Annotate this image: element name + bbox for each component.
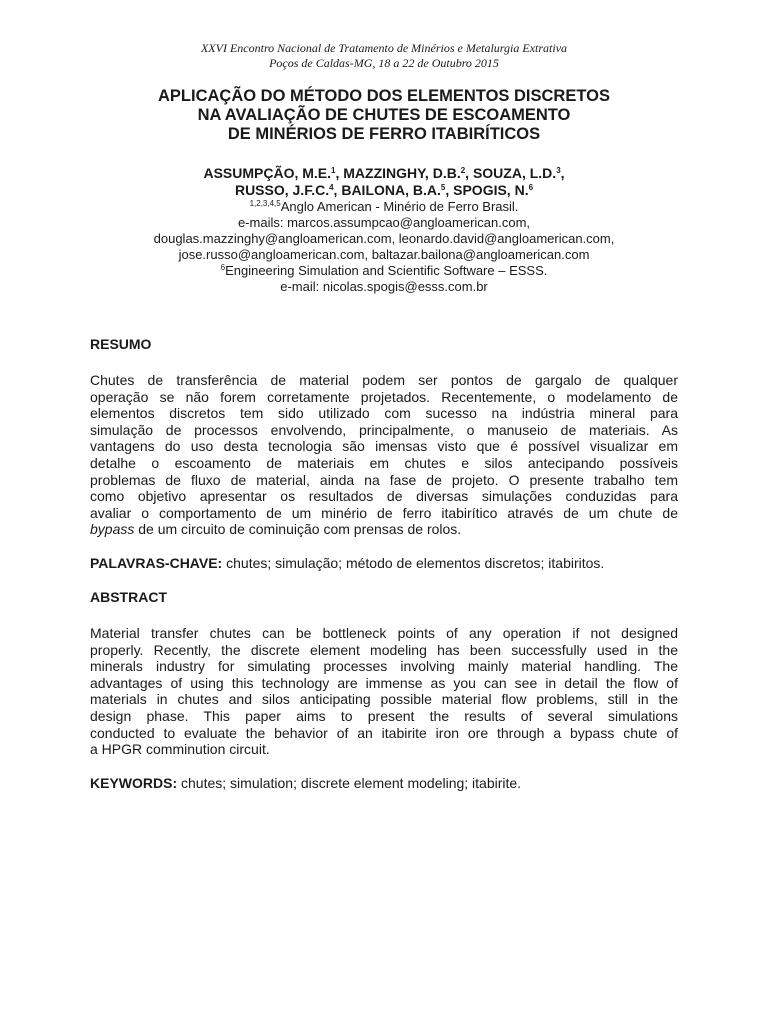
- abstract-last-line: a HPGR comminution circuit.: [90, 741, 270, 758]
- affiliation-org: Anglo American - Minério de Ferro Brasil.: [280, 199, 519, 214]
- affiliation-line: [90, 263, 678, 279]
- abstract-body: [90, 625, 678, 758]
- conference-name: XXVI Encontro Nacional de Tratamento de Minérios e Metalurgia Extrativa: [200, 41, 568, 55]
- resumo-heading: RESUMO: [90, 336, 152, 352]
- affiliation-line: [90, 199, 678, 215]
- resumo-line: como objetivo apresentar os resultados de diversas simulações conduzidas para: [90, 488, 678, 505]
- resumo-line: operação se não forem corretamente projetados. Recentemente, o modelamento de: [90, 388, 678, 405]
- abstract-line: design phase. This paper aims to present the results of several simulations: [90, 707, 678, 724]
- author-sep: ,: [335, 165, 344, 181]
- affiliation-sup: 6: [220, 263, 226, 272]
- keywords-text: chutes; simulation; discrete element modeling; itabirite.: [177, 774, 522, 791]
- author-name: MAZZINGHY, D.B.: [343, 165, 461, 181]
- abstract-line: properly. Recently, the discrete element modeling has been successfully used in the: [90, 641, 678, 658]
- abstract-heading: ABSTRACT: [90, 588, 167, 605]
- resumo-line: Chutes de transferência de material podem ser pontos de gargalo de qualquer: [90, 372, 678, 388]
- resumo-last-line: [90, 521, 678, 538]
- abstract-line: minerals industry for simulating processes involving mainly material handling. The: [90, 658, 678, 675]
- abstract-line: advantages of using this technology are immense as you can see in detail the flow of: [90, 674, 678, 691]
- author-name: ASSUMPÇÃO, M.E.: [203, 165, 332, 181]
- author-line: [90, 165, 678, 182]
- author-sup: 1: [331, 166, 336, 175]
- author-name: SOUZA, L.D.: [472, 165, 557, 181]
- affiliation-org: Engineering Simulation and Scientific Software – ESSS.: [225, 263, 548, 278]
- resumo-last-text: de um circuito de cominuição com prensas de rolos.: [134, 521, 462, 538]
- affiliations: [90, 199, 678, 295]
- keywords-label: KEYWORDS:: [90, 774, 178, 791]
- abstract-line: conducted to evaluate the behavior of an itabirite iron ore through a bypass chute of: [90, 724, 678, 741]
- palavras-chave-label: PALAVRAS-CHAVE:: [90, 554, 223, 571]
- abstract-line: materials in chutes and silos anticipating possible material flow problems, still in the: [90, 691, 678, 708]
- author-sep: ,: [333, 182, 342, 198]
- resumo-body: [90, 372, 678, 538]
- abstract-line: Material transfer chutes can be bottleneck points of any operation if not designed: [90, 624, 678, 641]
- author-sep: ,: [560, 165, 565, 181]
- resumo-line: avaliar o comportamento de um minério de ferro itabirítico através de um chute de: [90, 504, 678, 521]
- conference-location-date: Poços de Caldas-MG, 18 a 22 de Outubro 2015: [269, 56, 499, 70]
- keywords: [90, 775, 678, 792]
- author-sep: ,: [465, 165, 473, 181]
- conference-header: [90, 0, 678, 71]
- author-sup: 6: [528, 183, 534, 192]
- resumo-line: problemas de fluxo de material, ainda na fase de projeto. O presente trabalho tem: [90, 471, 678, 488]
- author-sup: 4: [329, 183, 334, 192]
- affiliation-emails: douglas.mazzinghy@angloamerican.com, leonardo.david@angloamerican.com,: [153, 231, 615, 246]
- palavras-chave: [90, 555, 678, 572]
- title-line: DE MINÉRIOS DE FERRO ITABIRÍTICOS: [227, 125, 541, 143]
- author-sup: 3: [556, 166, 561, 175]
- affiliation-email: e-mail: nicolas.spogis@esss.com.br: [280, 279, 488, 294]
- affiliation-sup: 1,2,3,4,5: [249, 199, 281, 208]
- palavras-chave-text: chutes; simulação; método de elementos discretos; itabiritos.: [222, 554, 605, 571]
- author-name: SPOGIS, N.: [453, 182, 529, 198]
- title-line: NA AVALIAÇÃO DE CHUTES DE ESCOAMENTO: [197, 106, 571, 124]
- title-line: APLICAÇÃO DO MÉTODO DOS ELEMENTOS DISCRETOS: [158, 87, 610, 105]
- author-sep: ,: [445, 182, 454, 198]
- author-sup: 2: [460, 166, 466, 175]
- affiliation-emails: jose.russo@angloamerican.com, baltazar.bailona@angloamerican.com: [178, 247, 590, 262]
- author-name: RUSSO, J.F.C.: [234, 182, 330, 198]
- author-sup: 5: [440, 183, 446, 192]
- author-name: BAILONA, B.A.: [341, 182, 441, 198]
- italic-term: bypass: [90, 521, 135, 538]
- resumo-line: simulação de processos envolvendo, principalmente, o manuseio de materiais. As: [90, 421, 678, 438]
- resumo-line: vantagens do uso desta tecnologia são imensas visto que é possível visualizar em: [90, 438, 678, 455]
- paper-title: [90, 87, 678, 144]
- affiliation-emails: e-mails: marcos.assumpcao@angloamerican.com,: [237, 215, 531, 230]
- author-line: [90, 182, 678, 199]
- author-list: [90, 165, 678, 199]
- resumo-line: elementos discretos tem sido utilizado com sucesso na indústria mineral para: [90, 405, 678, 422]
- resumo-line: detalhe o escoamento de materiais em chutes e silos antecipando possíveis: [90, 454, 678, 471]
